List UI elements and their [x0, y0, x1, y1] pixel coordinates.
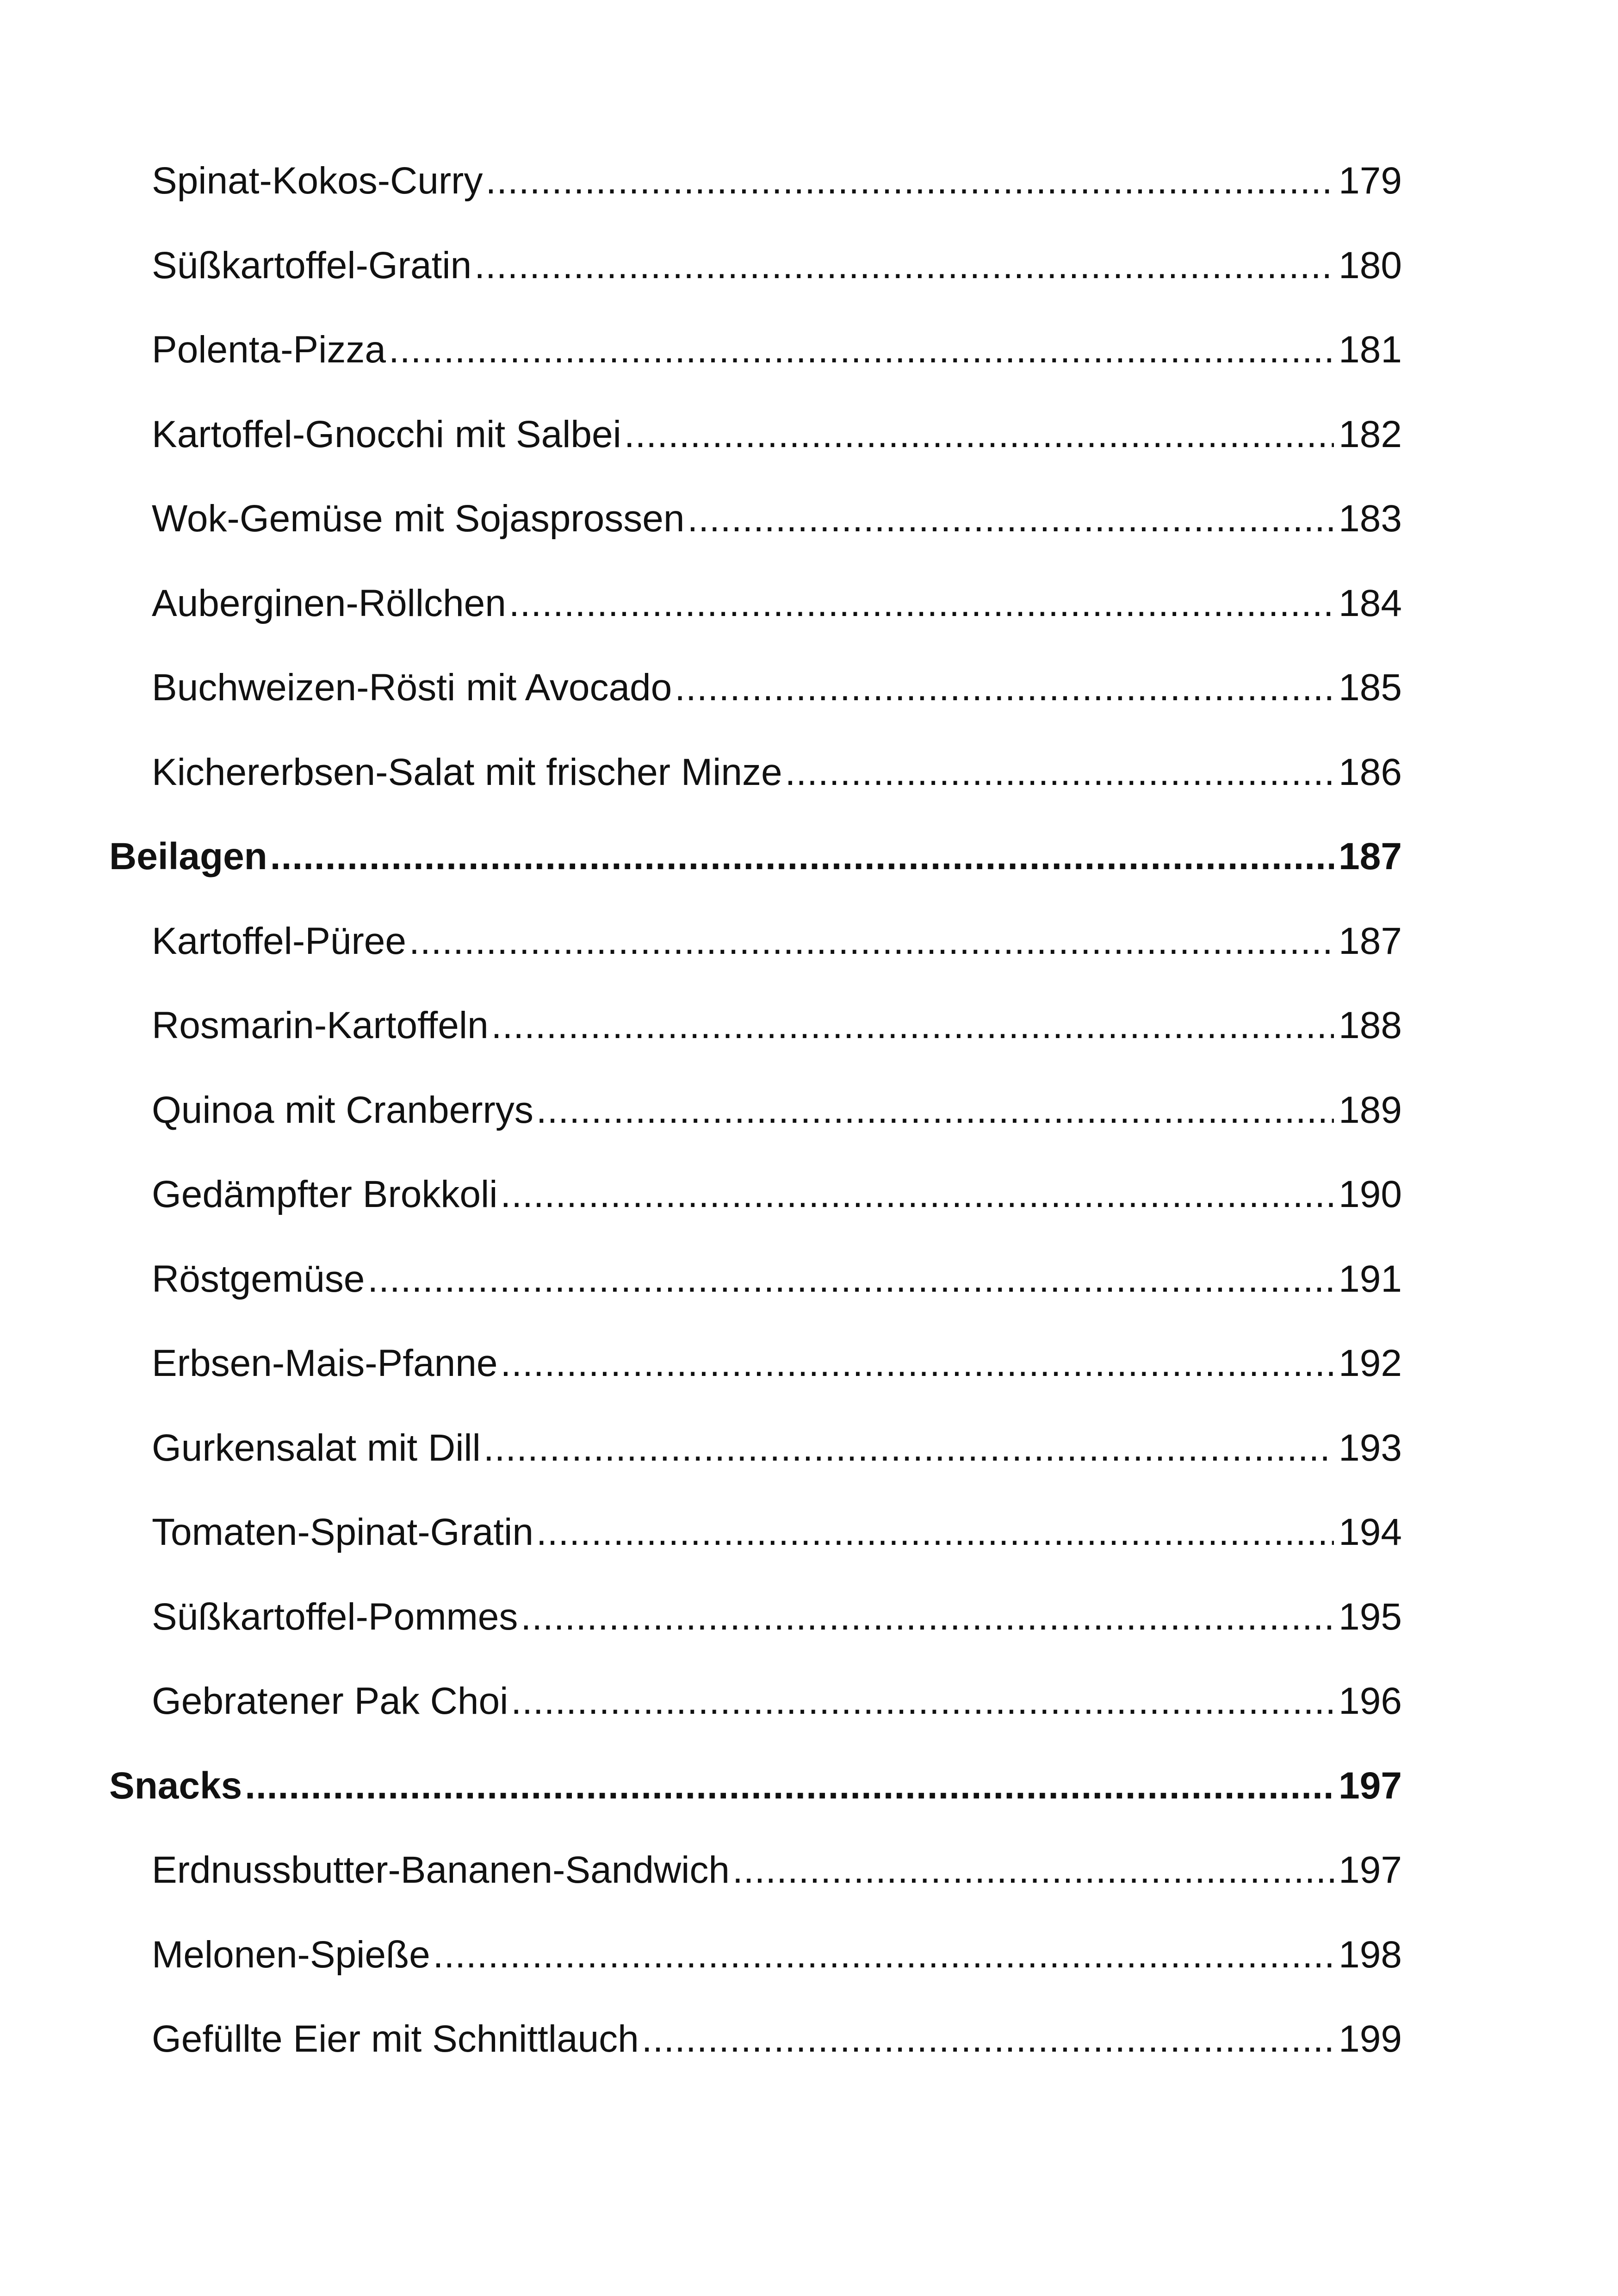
dot-leader: [687, 500, 1334, 538]
toc-entry-page: 191: [1339, 1257, 1402, 1300]
toc-entry-page: 193: [1339, 1426, 1402, 1469]
toc-entry[interactable]: [109, 2020, 1402, 2105]
toc-entry-title: Erbsen-Mais-Pfanne: [152, 1342, 498, 1384]
toc-entry[interactable]: [109, 413, 1402, 500]
toc-entry[interactable]: [109, 1004, 1402, 1091]
dot-leader: [521, 1598, 1334, 1636]
dot-leader: [491, 1007, 1334, 1045]
toc-entry-page: 195: [1339, 1595, 1402, 1638]
dot-leader: [484, 1429, 1334, 1467]
toc-entry[interactable]: [109, 1595, 1402, 1683]
toc-entry-page: 196: [1339, 1680, 1402, 1722]
table-of-contents: [109, 162, 1402, 2105]
toc-section-title: Snacks: [109, 1764, 242, 1807]
dot-leader: [732, 1851, 1334, 1889]
dot-leader: [409, 922, 1334, 960]
toc-entry[interactable]: [109, 331, 1402, 416]
toc-entry-page: 185: [1339, 666, 1402, 709]
toc-entry[interactable]: [109, 1344, 1402, 1429]
dot-leader: [509, 585, 1334, 622]
dot-leader: [785, 753, 1334, 791]
toc-entry-title: Wok-Gemüse mit Sojasprossen: [152, 498, 685, 540]
dot-leader: [624, 416, 1334, 454]
toc-entry[interactable]: [109, 162, 1402, 247]
dot-leader: [367, 1260, 1334, 1298]
toc-entry-title: Tomaten-Spinat-Gratin: [152, 1511, 533, 1553]
toc-entry-title: Süßkartoffel-Gratin: [152, 244, 472, 286]
toc-entry-title: Auberginen-Röllchen: [152, 582, 506, 624]
dot-leader: [245, 1767, 1334, 1805]
toc-entry-title: Buchweizen-Rösti mit Avocado: [152, 666, 672, 709]
toc-entry-page: 199: [1339, 2018, 1402, 2060]
toc-entry-page: 181: [1339, 329, 1402, 371]
toc-entry-title: Kichererbsen-Salat mit frischer Minze: [152, 751, 782, 793]
dot-leader: [675, 669, 1334, 707]
toc-entry-page: 182: [1339, 413, 1402, 455]
toc-entry-title: Süßkartoffel-Pommes: [152, 1595, 518, 1638]
dot-leader: [474, 247, 1334, 285]
toc-entry-title: Gurkensalat mit Dill: [152, 1426, 481, 1469]
toc-entry-page: 197: [1339, 1849, 1402, 1891]
dot-leader: [642, 2020, 1334, 2058]
dot-leader: [536, 1513, 1334, 1551]
toc-entry-title: Quinoa mit Cranberrys: [152, 1089, 533, 1131]
toc-entry-title: Erdnussbutter-Bananen-Sandwich: [152, 1849, 730, 1891]
toc-entry-page: 179: [1339, 160, 1402, 202]
toc-entry-page: 194: [1339, 1511, 1402, 1553]
dot-leader: [270, 838, 1334, 876]
toc-entry-page: 187: [1339, 920, 1402, 962]
toc-entry[interactable]: [109, 1513, 1402, 1598]
toc-entry[interactable]: [109, 922, 1402, 1007]
toc-entry[interactable]: [109, 1851, 1402, 1936]
toc-entry[interactable]: [109, 666, 1402, 753]
toc-entry-page: 198: [1339, 1933, 1402, 1976]
toc-entry[interactable]: [109, 1426, 1402, 1514]
toc-entry[interactable]: [109, 1933, 1402, 2021]
toc-entry[interactable]: [109, 1257, 1402, 1345]
toc-entry-title: Gebratener Pak Choi: [152, 1680, 508, 1722]
toc-section-page: 187: [1339, 835, 1402, 877]
toc-entry-title: Gefüllte Eier mit Schnittlauch: [152, 2018, 639, 2060]
toc-entry-page: 186: [1339, 751, 1402, 793]
dot-leader: [485, 162, 1334, 200]
toc-entry[interactable]: [109, 500, 1402, 585]
toc-entry-title: Spinat-Kokos-Curry: [152, 160, 483, 202]
toc-section-page: 197: [1339, 1764, 1402, 1807]
toc-entry-page: 189: [1339, 1089, 1402, 1131]
toc-entry-page: 188: [1339, 1004, 1402, 1046]
toc-entry-page: 184: [1339, 582, 1402, 624]
toc-entry-title: Röstgemüse: [152, 1257, 365, 1300]
toc-entry[interactable]: [109, 1682, 1402, 1767]
dot-leader: [500, 1176, 1334, 1213]
toc-entry[interactable]: [109, 582, 1402, 669]
toc-entry-page: 192: [1339, 1342, 1402, 1384]
toc-entry-page: 180: [1339, 244, 1402, 286]
toc-entry-title: Kartoffel-Püree: [152, 920, 407, 962]
toc-entry-title: Polenta-Pizza: [152, 329, 386, 371]
toc-entry-page: 190: [1339, 1173, 1402, 1215]
toc-entry-title: Rosmarin-Kartoffeln: [152, 1004, 489, 1046]
toc-entry[interactable]: [109, 1173, 1402, 1260]
dot-leader: [536, 1091, 1334, 1129]
toc-entry-title: Gedämpfter Brokkoli: [152, 1173, 498, 1215]
toc-entry[interactable]: [109, 753, 1402, 838]
toc-entry[interactable]: [109, 244, 1402, 331]
toc-entry-page: 183: [1339, 498, 1402, 540]
dot-leader: [433, 1936, 1334, 1974]
toc-entry[interactable]: [109, 1091, 1402, 1176]
toc-section-beilagen[interactable]: [109, 835, 1402, 922]
toc-section-snacks[interactable]: [109, 1764, 1402, 1852]
toc-section-title: Beilagen: [109, 835, 267, 877]
dot-leader: [500, 1344, 1334, 1382]
toc-entry-title: Kartoffel-Gnocchi mit Salbei: [152, 413, 621, 455]
dot-leader: [389, 331, 1334, 369]
dot-leader: [511, 1682, 1334, 1720]
toc-entry-title: Melonen-Spieße: [152, 1933, 430, 1976]
